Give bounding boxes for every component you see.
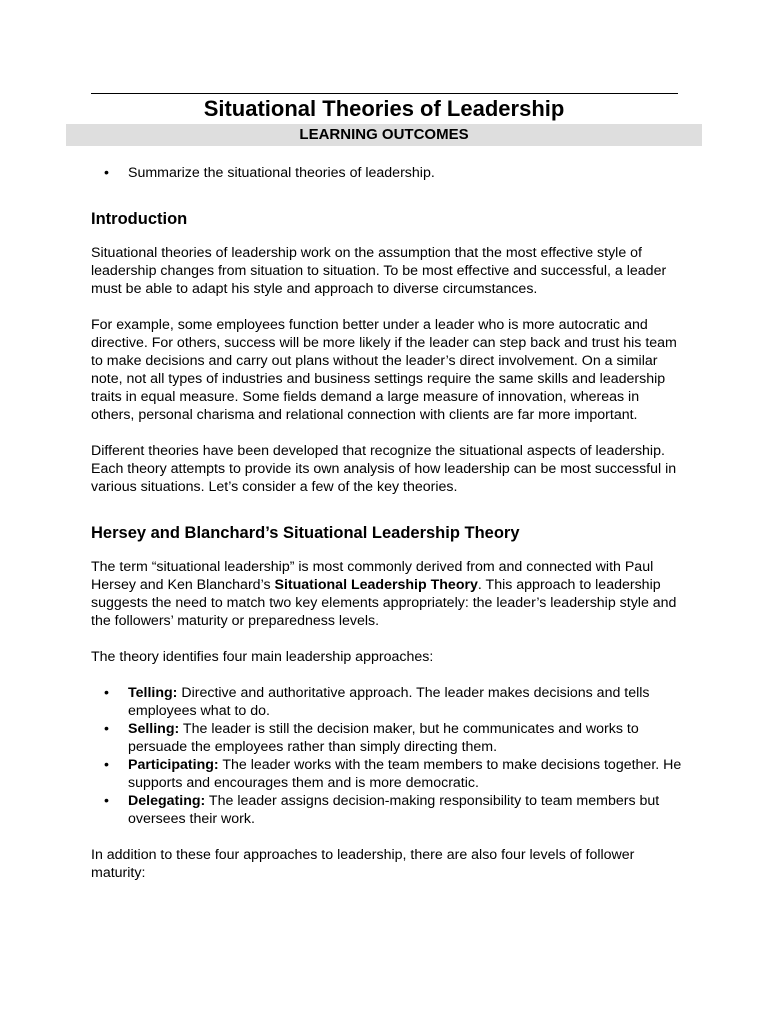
approach-text: The leader is still the decision maker, but he communicates and works to persuade the employees rather than simply directing them.	[128, 721, 639, 755]
page-title: Situational Theories of Leadership	[203, 96, 565, 121]
bullet-icon: •	[104, 757, 109, 773]
text-run: . This approach to leadership suggests the need to match two key elements appropriately: the leader’s leadership style and the followers’ maturity or preparedness levels.	[91, 577, 677, 629]
section-heading-hersey-blanchard: Hersey and Blanchard’s Situational Leadership Theory	[91, 524, 520, 542]
list-item	[91, 792, 685, 828]
approach-text: Directive and authoritative approach. The leader makes decisions and tells employees what to do.	[128, 685, 650, 719]
approach-term: Participating:	[128, 757, 219, 773]
paragraph: The theory identifies four main leadership approaches:	[91, 649, 434, 665]
title-top-rule	[91, 93, 678, 94]
learning-outcomes-heading: LEARNING OUTCOMES	[299, 126, 469, 143]
approach-term: Telling:	[128, 685, 178, 701]
text-run: The term “situational leadership” is most commonly derived from and connected with Paul Hersey and Ken Blanchard’s	[91, 559, 654, 593]
approach-text: The leader assigns decision-making responsibility to team members but oversees their work.	[128, 793, 660, 827]
approach-term: Delegating:	[128, 793, 206, 809]
leadership-approaches-list	[91, 684, 685, 828]
bullet-icon: •	[104, 721, 109, 737]
bullet-icon: •	[104, 165, 109, 181]
bullet-icon: •	[104, 685, 109, 701]
list-item	[91, 720, 685, 756]
list-item	[91, 756, 685, 792]
paragraph	[91, 558, 685, 630]
paragraph: Different theories have been developed that recognize the situational aspects of leadership. Each theory attempts to provide its own analysis of how leadership can be most successful in various situations. Let’s consider a few of the key theories.	[91, 443, 677, 495]
list-item-text: Summarize the situational theories of leadership.	[128, 165, 435, 181]
learning-outcomes-list	[91, 164, 685, 182]
list-item	[91, 164, 685, 182]
approach-text: The leader works with the team members to make decisions together. He supports and encourages them and is more democratic.	[128, 757, 682, 791]
paragraph: For example, some employees function better under a leader who is more autocratic and directive. For others, success will be more likely if the leader can step back and trust his team to make decisions and carry out plans without the leader’s direct involvement. On a similar note, not all types of industries and business settings require the same skills and leadership traits in equal measure. Some fields demand a large measure of innovation, whereas in others, personal charisma and relational connection with clients are far more important.	[91, 317, 677, 423]
list-item	[91, 684, 685, 720]
approach-term: Selling:	[128, 721, 180, 737]
section-heading-introduction: Introduction	[91, 210, 188, 228]
document-body	[91, 164, 685, 900]
paragraph: Situational theories of leadership work on the assumption that the most effective style of leadership changes from situation to situation. To be most effective and successful, a leader must be able to adapt his style and approach to diverse circumstances.	[91, 245, 667, 297]
bullet-icon: •	[104, 793, 109, 809]
paragraph: In addition to these four approaches to leadership, there are also four levels of follower maturity:	[91, 847, 635, 881]
bold-term: Situational Leadership Theory	[274, 577, 478, 593]
